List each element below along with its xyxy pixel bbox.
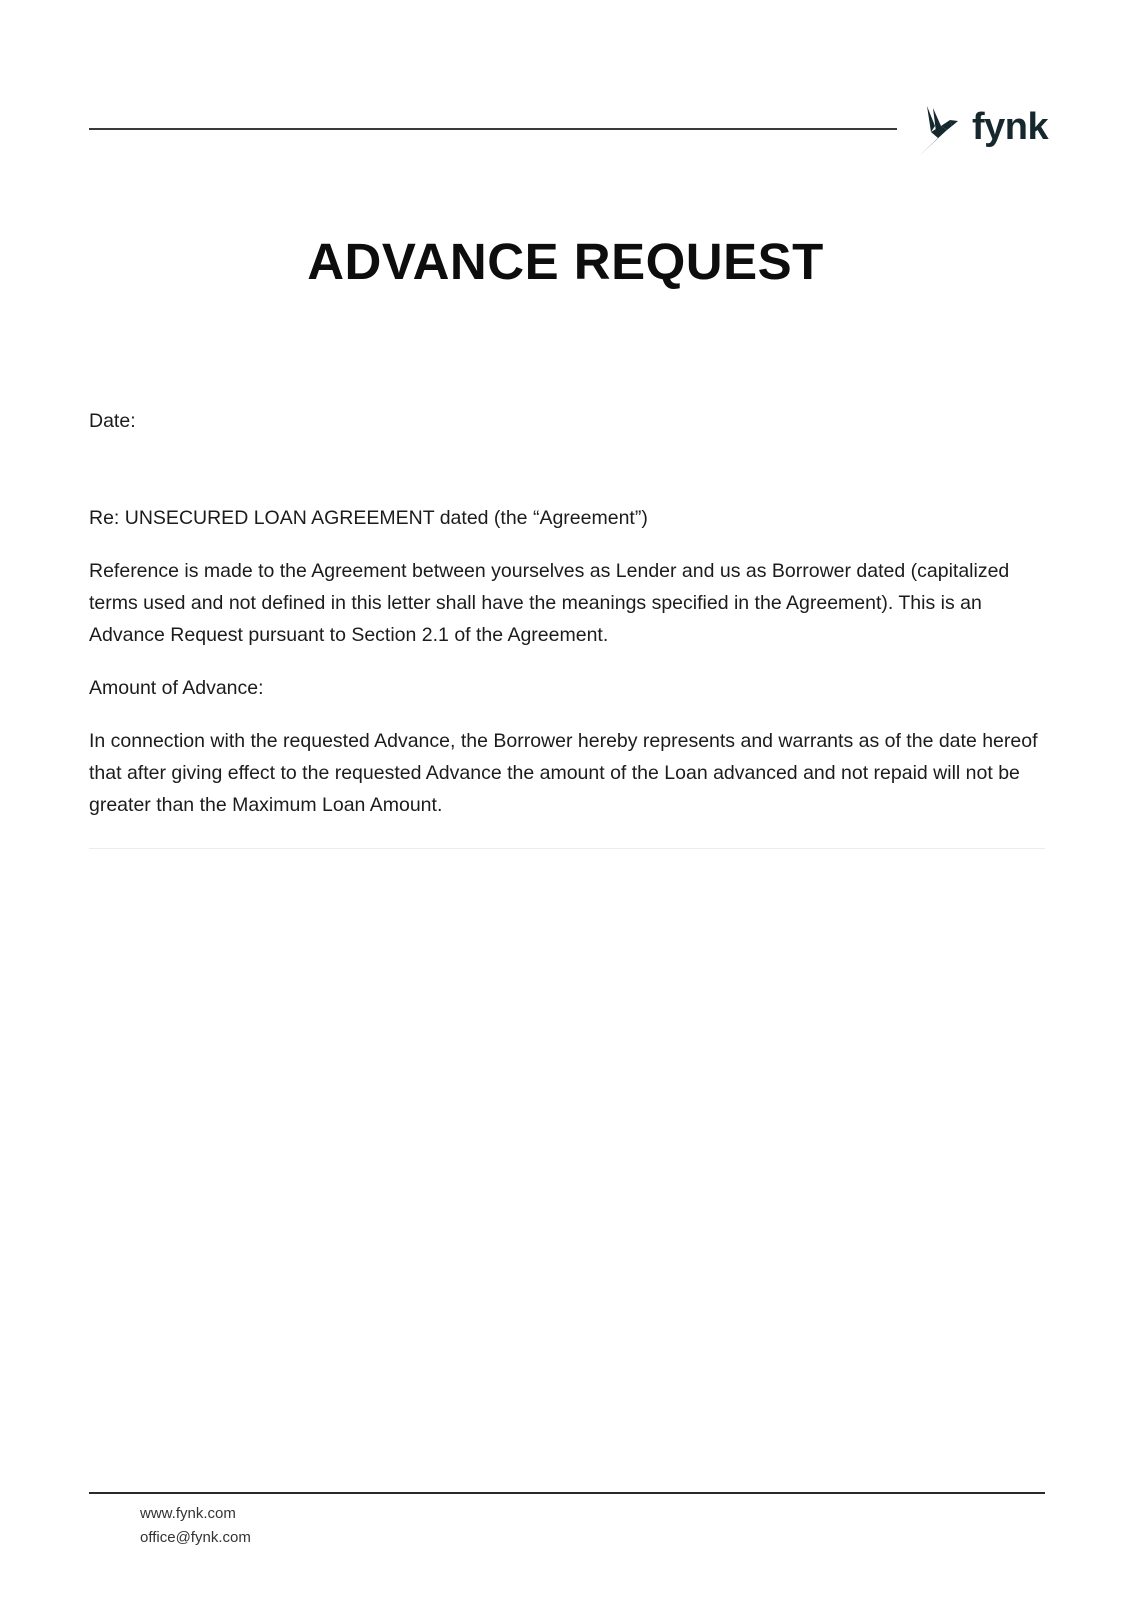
reference-text: Reference is made to the Agreement between yourselves as Lender and us as Borrower dated (capitalized terms used and not defined in this letter shall have the meanings specified in the Agreement). This is an Advance Request pursuant to Section 2.1 of the Agreement. bbox=[89, 560, 1010, 646]
brand-name: fynk bbox=[972, 105, 1049, 148]
amount-field bbox=[89, 672, 1049, 704]
footer bbox=[140, 1502, 251, 1550]
subject-line bbox=[89, 502, 1049, 534]
date-label: Date: bbox=[89, 410, 136, 432]
brand-logo bbox=[918, 104, 1048, 158]
representation-paragraph bbox=[89, 725, 1049, 821]
document-title: ADVANCE REQUEST bbox=[307, 233, 824, 290]
representation-text: In connection with the requested Advance, the Borrower hereby represents and warrants as of the date hereof that after giving effect to the requested Advance the amount of the Loan advanced and not repaid will not be greater than the Maximum Loan Amount. bbox=[89, 730, 1038, 816]
reference-paragraph bbox=[89, 555, 1049, 651]
footer-email: office@fynk.com bbox=[140, 1529, 251, 1546]
footer-website: www.fynk.com bbox=[140, 1505, 236, 1522]
section-divider bbox=[89, 848, 1045, 849]
footer-rule bbox=[89, 1492, 1045, 1494]
date-field bbox=[89, 405, 1049, 437]
amount-label: Amount of Advance: bbox=[89, 677, 264, 699]
header-rule bbox=[89, 128, 897, 130]
bird-icon bbox=[918, 106, 964, 156]
re-text: Re: UNSECURED LOAN AGREEMENT dated (the “Agreement”) bbox=[89, 507, 648, 529]
